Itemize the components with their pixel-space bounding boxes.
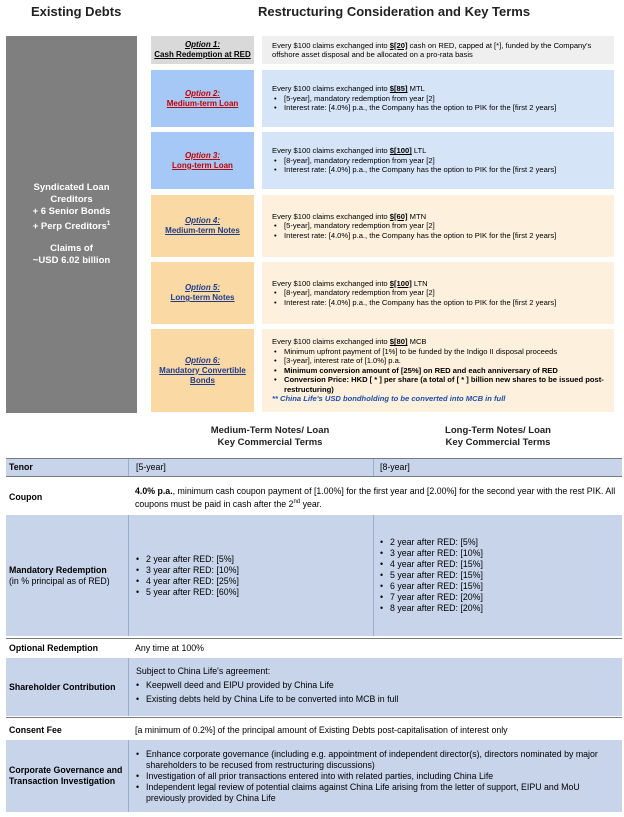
- creditors-line: Creditors: [50, 193, 93, 205]
- option-6-label: Option 6: Mandatory Convertible Bonds: [151, 329, 254, 412]
- row-label: Consent Fee: [9, 724, 62, 735]
- term-bullet: • [8-year], mandatory redemption from year [2]: [272, 288, 604, 298]
- option-4-terms: Every $100 claims exchanged into $[60] MTN • [5-year], mandatory redemption from year [2] • Interest rate: [4.0%] p.a., the Company has the option to PIK for the [first 2 years]: [262, 195, 614, 257]
- option-1-terms: Every $100 claims exchanged into $[20] cash on RED, capped at [*], funded by the Company's offshore asset disposal and be allocated on a pro-rata basis: [262, 36, 614, 64]
- shareholder-contribution-row: [6, 658, 622, 716]
- option-2-label: Option 2: Medium-term Loan: [151, 70, 254, 127]
- consent-fee-row: [6, 722, 622, 738]
- china-life-note: ** China Life's USD bondholding to be converted into MCB in full: [272, 394, 506, 404]
- ltn-column-header: Long-Term Notes/ Loan Key Commercial Terms: [445, 425, 551, 448]
- optional-value: Any time at 100%: [135, 642, 204, 653]
- restructuring-heading: Restructuring Consideration and Key Terms: [258, 4, 531, 19]
- list-item: • Independent legal review of potential claims against China Life arising from the letter of support, EIPU and MoU previously provided by China Life: [136, 782, 616, 804]
- term-bullet: • [5-year], mandatory redemption from year [2]: [272, 94, 604, 104]
- governance-value: [128, 740, 622, 812]
- ltn-value: [8-year]: [373, 459, 622, 476]
- term-bullet: • [5-year], mandatory redemption from year [2]: [272, 221, 604, 231]
- row-label: Corporate Governance and Transaction Investigation: [9, 765, 123, 786]
- list-item: • 6 year after RED: [15%]: [380, 581, 622, 592]
- list-item: • Keepwell deed and EIPU provided by China Life: [136, 680, 616, 691]
- governance-row: [6, 740, 622, 812]
- list-item: • Investigation of all prior transactions entered into with related parties, including China Life: [136, 771, 616, 782]
- creditors-line: + 6 Senior Bonds: [32, 205, 111, 217]
- tenor-row: [6, 459, 622, 476]
- list-item: • Enhance corporate governance (including e.g. appointment of independent director(s), directors nominated by major shareholders to be recused from restructuring discussions): [136, 749, 616, 771]
- term-bullet: • Conversion Price: HKD [ * ] per share (a total of [ * ] billion new shares to be issued post-restructuring): [272, 375, 604, 394]
- creditors-line: + Perp Creditors$^1$: [32, 220, 111, 233]
- mandatory-redemption-row: [6, 515, 622, 636]
- mtn-value: [5-year]: [128, 459, 373, 476]
- list-item: • 8 year after RED: [20%]: [380, 603, 622, 614]
- coupon-value: 4.0% p.a., minimum cash coupon payment of [1.00%] for the first year and [2.00%] for the second year with the rest PIK. All coupons must be paid in cash after the 2nd year.: [135, 485, 616, 509]
- option-4-label: Option 4: Medium-term Notes: [151, 195, 254, 257]
- option-3-label: Option 3: Long-term Loan: [151, 132, 254, 189]
- option-1-label: Option 1: Cash Redemption at RED: [151, 36, 254, 64]
- claims-label: Claims of: [50, 243, 93, 255]
- list-item: • 3 year after RED: [10%]: [136, 565, 373, 576]
- option-3-terms: Every $100 claims exchanged into $[100] LTL • [8-year], mandatory redemption from year [2] • Interest rate: [4.0%] p.a., the Company has the option to PIK for the [first 2 years]: [262, 132, 614, 189]
- row-label: Tenor: [9, 462, 33, 472]
- existing-debts-heading: Existing Debts: [31, 4, 122, 19]
- term-bullet: • Minimum upfront payment of [1%] to be funded by the Indigo II disposal proceeds: [272, 347, 604, 357]
- option-5-label: Option 5: Long-term Notes: [151, 262, 254, 324]
- mtn-schedule: [128, 515, 373, 636]
- term-bullet: • Interest rate: [4.0%] p.a., the Company has the option to PIK for the [first 2 years]: [272, 103, 604, 113]
- term-bullet: • Interest rate: [4.0%] p.a., the Company has the option to PIK for the [first 2 years]: [272, 231, 604, 241]
- mtn-column-header: Medium-Term Notes/ Loan Key Commercial Terms: [210, 425, 330, 448]
- consent-value: [a minimum of 0.2%] of the principal amount of Existing Debts post-capitalisation of interest only: [135, 724, 508, 735]
- option-2-terms: Every $100 claims exchanged into $[85] MTL • [5-year], mandatory redemption from year [2] • Interest rate: [4.0%] p.a., the Company has the option to PIK for the [first 2 years]: [262, 70, 614, 127]
- list-item: • 5 year after RED: [15%]: [380, 570, 622, 581]
- term-bullet: • Interest rate: [4.0%] p.a., the Company has the option to PIK for the [first 2 years]: [272, 165, 604, 175]
- list-item: • 2 year after RED: [5%]: [380, 537, 622, 548]
- list-item: • Existing debts held by China Life to be converted into MCB in full: [136, 694, 616, 705]
- list-item: • 3 year after RED: [10%]: [380, 548, 622, 559]
- term-bullet: • Minimum conversion amount of [25%] on RED and each anniversary of RED: [272, 366, 604, 376]
- option-5-terms: Every $100 claims exchanged into $[100] LTN • [8-year], mandatory redemption from year [2] • Interest rate: [4.0%] p.a., the Company has the option to PIK for the [first 2 years]: [262, 262, 614, 324]
- claims-amount: ~USD 6.02 billion: [32, 255, 111, 267]
- list-item: • 5 year after RED: [60%]: [136, 587, 373, 598]
- list-item: • 2 year after RED: [5%]: [136, 554, 373, 565]
- list-item: • 4 year after RED: [25%]: [136, 576, 373, 587]
- optional-redemption-row: [6, 640, 622, 656]
- list-item: • 4 year after RED: [15%]: [380, 559, 622, 570]
- row-label: Shareholder Contribution: [9, 681, 116, 692]
- term-bullet: • Interest rate: [4.0%] p.a., the Company has the option to PIK for the [first 2 years]: [272, 298, 604, 308]
- ltn-schedule: [373, 515, 622, 636]
- row-label: Coupon: [9, 492, 43, 502]
- term-bullet: • [3-year], interest rate of [1.0%] p.a.: [272, 356, 604, 366]
- row-label: Mandatory Redemption (in % principal as of RED): [9, 564, 110, 586]
- option-6-terms: Every $100 claims exchanged into $[80] MCB • Minimum upfront payment of [1%] to be funded by the Indigo II disposal proceeds • [3-year], interest rate of [1.0%] p.a. • Minimum conversion amount of [25%] on RED and each anniversary of RED • Conversion Price: HKD [ * ] per share (a total of [ * ] billion new shares to be issued post-restructuring) ** China Life's USD bondholding to be converted into MCB in full: [262, 329, 614, 412]
- shareholder-value: Subject to China Life's agreement: • Keepwell deed and EIPU provided by China Life • Existing debts held by China Life to be converted into MCB in full: [128, 658, 622, 716]
- coupon-row: [6, 481, 622, 514]
- row-label: Optional Redemption: [9, 642, 98, 653]
- list-item: • 7 year after RED: [20%]: [380, 592, 622, 603]
- creditors-box: [6, 36, 137, 413]
- term-bullet: • [8-year], mandatory redemption from year [2]: [272, 156, 604, 166]
- creditors-line: Syndicated Loan: [33, 181, 110, 193]
